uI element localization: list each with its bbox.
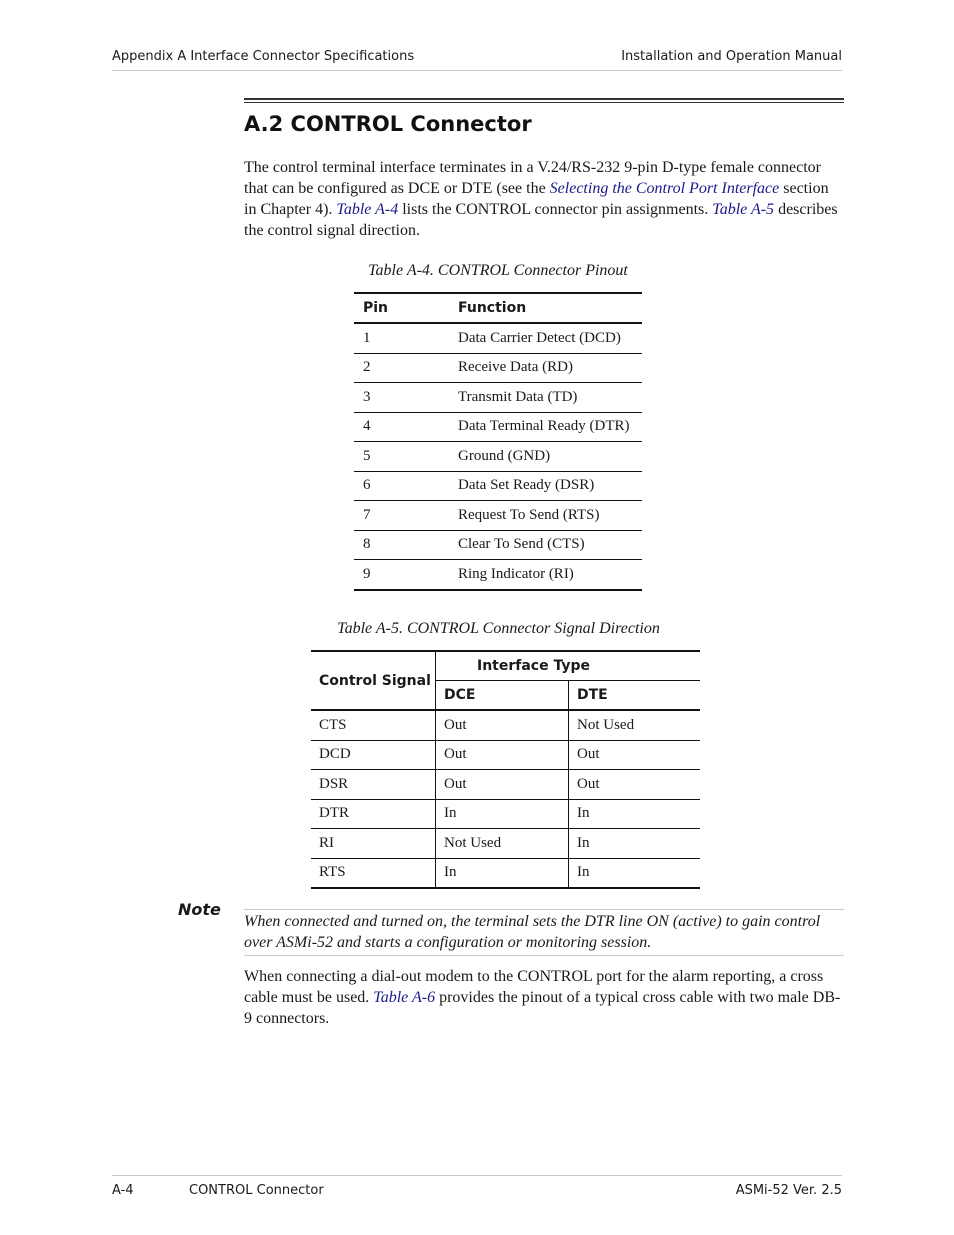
column-header-function: Function	[449, 293, 642, 323]
closing-text-1: When connecting a dial-out modem to the CONTROL port for the alarm reporting, a cross cable must be used.	[244, 968, 824, 1006]
closing-text-2: provides the pinout of a typical cross cable with two male DB-9 connectors.	[244, 989, 841, 1027]
table-row	[354, 383, 642, 413]
signal-cell: DSR	[311, 770, 436, 800]
intro-text-3: lists the CONTROL connector pin assignments.	[398, 201, 713, 218]
link-table-a5[interactable]: Table A-5	[712, 201, 775, 218]
table-row	[311, 829, 700, 859]
footer-product-version: ASMi-52 Ver. 2.5	[735, 1183, 842, 1198]
function-cell: Ring Indicator (RI)	[458, 565, 574, 582]
pin-cell: 2	[354, 353, 449, 383]
function-cell: Data Carrier Detect (DCD)	[449, 323, 642, 353]
section-title: A.2 CONTROL Connector	[244, 112, 532, 136]
page-header	[112, 48, 842, 71]
dce-cell: Not Used	[436, 829, 569, 859]
link-selecting-control-port[interactable]: Selecting the Control Port Interface	[549, 180, 780, 197]
table-row	[354, 353, 642, 383]
intro-text-1: The control terminal interface terminates in a V.24/RS-232 9-pin D-type female connector that can be configured as DCE or DTE (see the	[244, 159, 821, 197]
table-row	[354, 501, 642, 531]
page-footer	[112, 1175, 842, 1198]
pinout-table	[354, 292, 642, 591]
dte-cell: In	[577, 864, 590, 881]
pin-cell: 6	[354, 471, 449, 501]
signal-cell: DTR	[311, 799, 436, 829]
table-row	[354, 471, 642, 501]
table-a4-caption: Table A-4. CONTROL Connector Pinout	[368, 262, 628, 279]
table-row	[354, 442, 642, 472]
column-header-dce: DCE	[436, 681, 569, 711]
table-row	[354, 323, 642, 353]
dce-cell: Out	[436, 740, 569, 770]
table-row	[311, 740, 700, 770]
intro-paragraph	[244, 157, 844, 241]
table-row	[311, 858, 700, 888]
section-rule-thin	[244, 102, 844, 103]
signal-cell: DCD	[311, 740, 436, 770]
pin-cell: 7	[354, 501, 449, 531]
function-cell: Request To Send (RTS)	[449, 501, 642, 531]
signal-cell: CTS	[311, 710, 436, 740]
dte-cell: Not Used	[569, 710, 701, 740]
table-a5-caption: Table A-5. CONTROL Connector Signal Direction	[337, 620, 660, 637]
table-row	[354, 560, 642, 590]
table-row	[354, 412, 642, 442]
header-chapter: Appendix A Interface Connector Specifications	[112, 49, 415, 64]
intro-text-4: describes the control signal direction.	[244, 201, 838, 239]
column-header-dte: DTE	[569, 681, 701, 711]
note-text: When connected and turned on, the terminal sets the DTR line ON (active) to gain control over ASMi-52 and starts a configuration or monitoring session.	[244, 913, 821, 951]
pin-cell: 5	[354, 442, 449, 472]
column-header-control-signal: Control Signal	[311, 651, 436, 710]
function-cell: Clear To Send (CTS)	[449, 530, 642, 560]
table-row	[311, 710, 700, 740]
function-cell: Ground (GND)	[449, 442, 642, 472]
table-row	[311, 770, 700, 800]
section-rule	[244, 98, 844, 100]
footer-page-number: A-4	[112, 1183, 134, 1198]
function-cell: Transmit Data (TD)	[449, 383, 642, 413]
dte-cell: Out	[569, 740, 701, 770]
pin-cell: 4	[354, 412, 449, 442]
link-table-a4[interactable]: Table A-4	[336, 201, 399, 218]
dce-cell: In	[436, 799, 569, 829]
pin-cell: 8	[354, 530, 449, 560]
table-row	[311, 799, 700, 829]
column-header-interface-type: Interface Type	[436, 651, 701, 681]
closing-paragraph	[244, 966, 844, 1029]
pin-cell: 1	[354, 323, 449, 353]
function-cell: Data Terminal Ready (DTR)	[449, 412, 642, 442]
pin-cell: 9	[363, 565, 371, 582]
note-label: Note	[178, 900, 221, 919]
signal-cell: RI	[311, 829, 436, 859]
dte-cell: Out	[569, 770, 701, 800]
header-manual-title: Installation and Operation Manual	[621, 49, 842, 64]
intro-text-2: section in Chapter 4).	[244, 180, 829, 218]
column-header-pin: Pin	[354, 293, 449, 323]
dte-cell: In	[569, 799, 701, 829]
pin-cell: 3	[354, 383, 449, 413]
function-cell: Data Set Ready (DSR)	[449, 471, 642, 501]
function-cell: Receive Data (RD)	[449, 353, 642, 383]
footer-section: CONTROL Connector	[189, 1183, 324, 1198]
dte-cell: In	[569, 829, 701, 859]
signal-cell: RTS	[311, 858, 436, 888]
signal-direction-table	[311, 650, 700, 889]
table-row	[354, 530, 642, 560]
link-table-a6[interactable]: Table A-6	[373, 989, 436, 1006]
dce-cell: Out	[436, 770, 569, 800]
note-box	[244, 909, 844, 956]
dce-cell: Out	[436, 710, 569, 740]
dce-cell: In	[436, 858, 569, 888]
